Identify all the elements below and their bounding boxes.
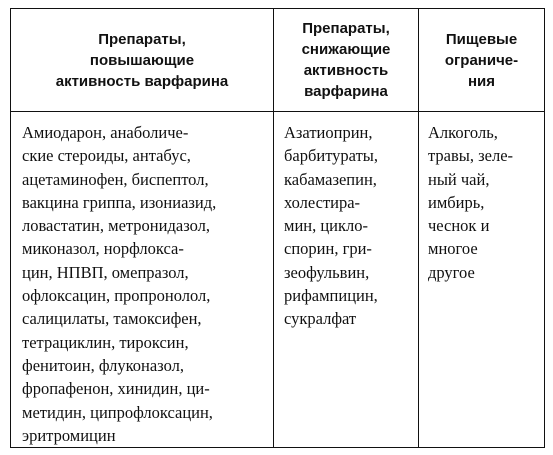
header-food-line: ния bbox=[467, 72, 496, 90]
header-decrease-line: Препараты, bbox=[302, 20, 390, 37]
text-line: спорин, гри- bbox=[284, 239, 372, 259]
text-line: многое bbox=[428, 239, 478, 259]
text-line: зеофульвин, bbox=[284, 262, 370, 282]
text-line: другое bbox=[428, 262, 475, 282]
text-line: холестира- bbox=[284, 192, 361, 212]
text-line: тетрациклин, тироксин, bbox=[22, 332, 189, 352]
text-line: Азатиоприн, bbox=[284, 123, 373, 142]
text-line: мин, цикло- bbox=[284, 216, 369, 236]
header-cell-food bbox=[419, 9, 544, 111]
text-line: цин, НПВП, омепразол, bbox=[22, 262, 189, 282]
text-line: ловастатин, метронидазол, bbox=[22, 216, 211, 236]
text-line: фенитоин, флуконазол, bbox=[22, 355, 184, 375]
header-cell-decrease bbox=[274, 9, 418, 111]
text-line: травы, зеле- bbox=[428, 146, 514, 166]
warfarin-interaction-table bbox=[10, 8, 545, 448]
header-increase-line: повышающие bbox=[89, 51, 195, 69]
text-line: метидин, ципрофлоксацин, bbox=[22, 402, 213, 422]
cell-decreasing-drugs bbox=[284, 121, 416, 331]
text-line: барбитураты, bbox=[284, 146, 379, 166]
header-divider bbox=[11, 111, 544, 112]
header-decrease-line: активность bbox=[303, 62, 389, 79]
text-line: Амиодарон, анаболиче- bbox=[22, 123, 189, 142]
cell-increasing-drugs bbox=[22, 121, 272, 447]
text-line: рифампицин, bbox=[284, 286, 378, 306]
text-line: имбирь, bbox=[428, 192, 485, 212]
text-line: миконазол, норфлокса- bbox=[22, 239, 184, 259]
text-line: ацетаминофен, биспептол, bbox=[22, 169, 209, 189]
cell-food-restrictions bbox=[428, 121, 542, 284]
header-cell-increase bbox=[11, 9, 273, 111]
text-line: вакцина гриппа, изониазид, bbox=[22, 192, 217, 212]
header-decrease-line: варфарина bbox=[304, 83, 388, 100]
text-line: фропафенон, хинидин, ци- bbox=[22, 379, 210, 399]
text-line: Алкоголь, bbox=[428, 123, 498, 142]
text-line: офлоксацин, пропронолол, bbox=[22, 286, 211, 306]
text-line: эритромицин bbox=[22, 425, 116, 445]
text-line: сукралфат bbox=[284, 309, 357, 329]
header-food-line: ограниче- bbox=[444, 51, 519, 69]
header-food-line: Пищевые bbox=[445, 30, 518, 48]
text-line: ские стероиды, антабус, bbox=[22, 146, 191, 166]
text-line: ный чай, bbox=[428, 169, 490, 189]
text-line: кабамазепин, bbox=[284, 169, 377, 189]
text-line: чеснок и bbox=[428, 216, 490, 236]
text-line: салицилаты, тамоксифен, bbox=[22, 309, 202, 329]
header-increase-line: активность варфарина bbox=[55, 72, 229, 90]
header-decrease-line: снижающие bbox=[301, 41, 391, 58]
header-increase-line: Препараты, bbox=[98, 30, 186, 48]
